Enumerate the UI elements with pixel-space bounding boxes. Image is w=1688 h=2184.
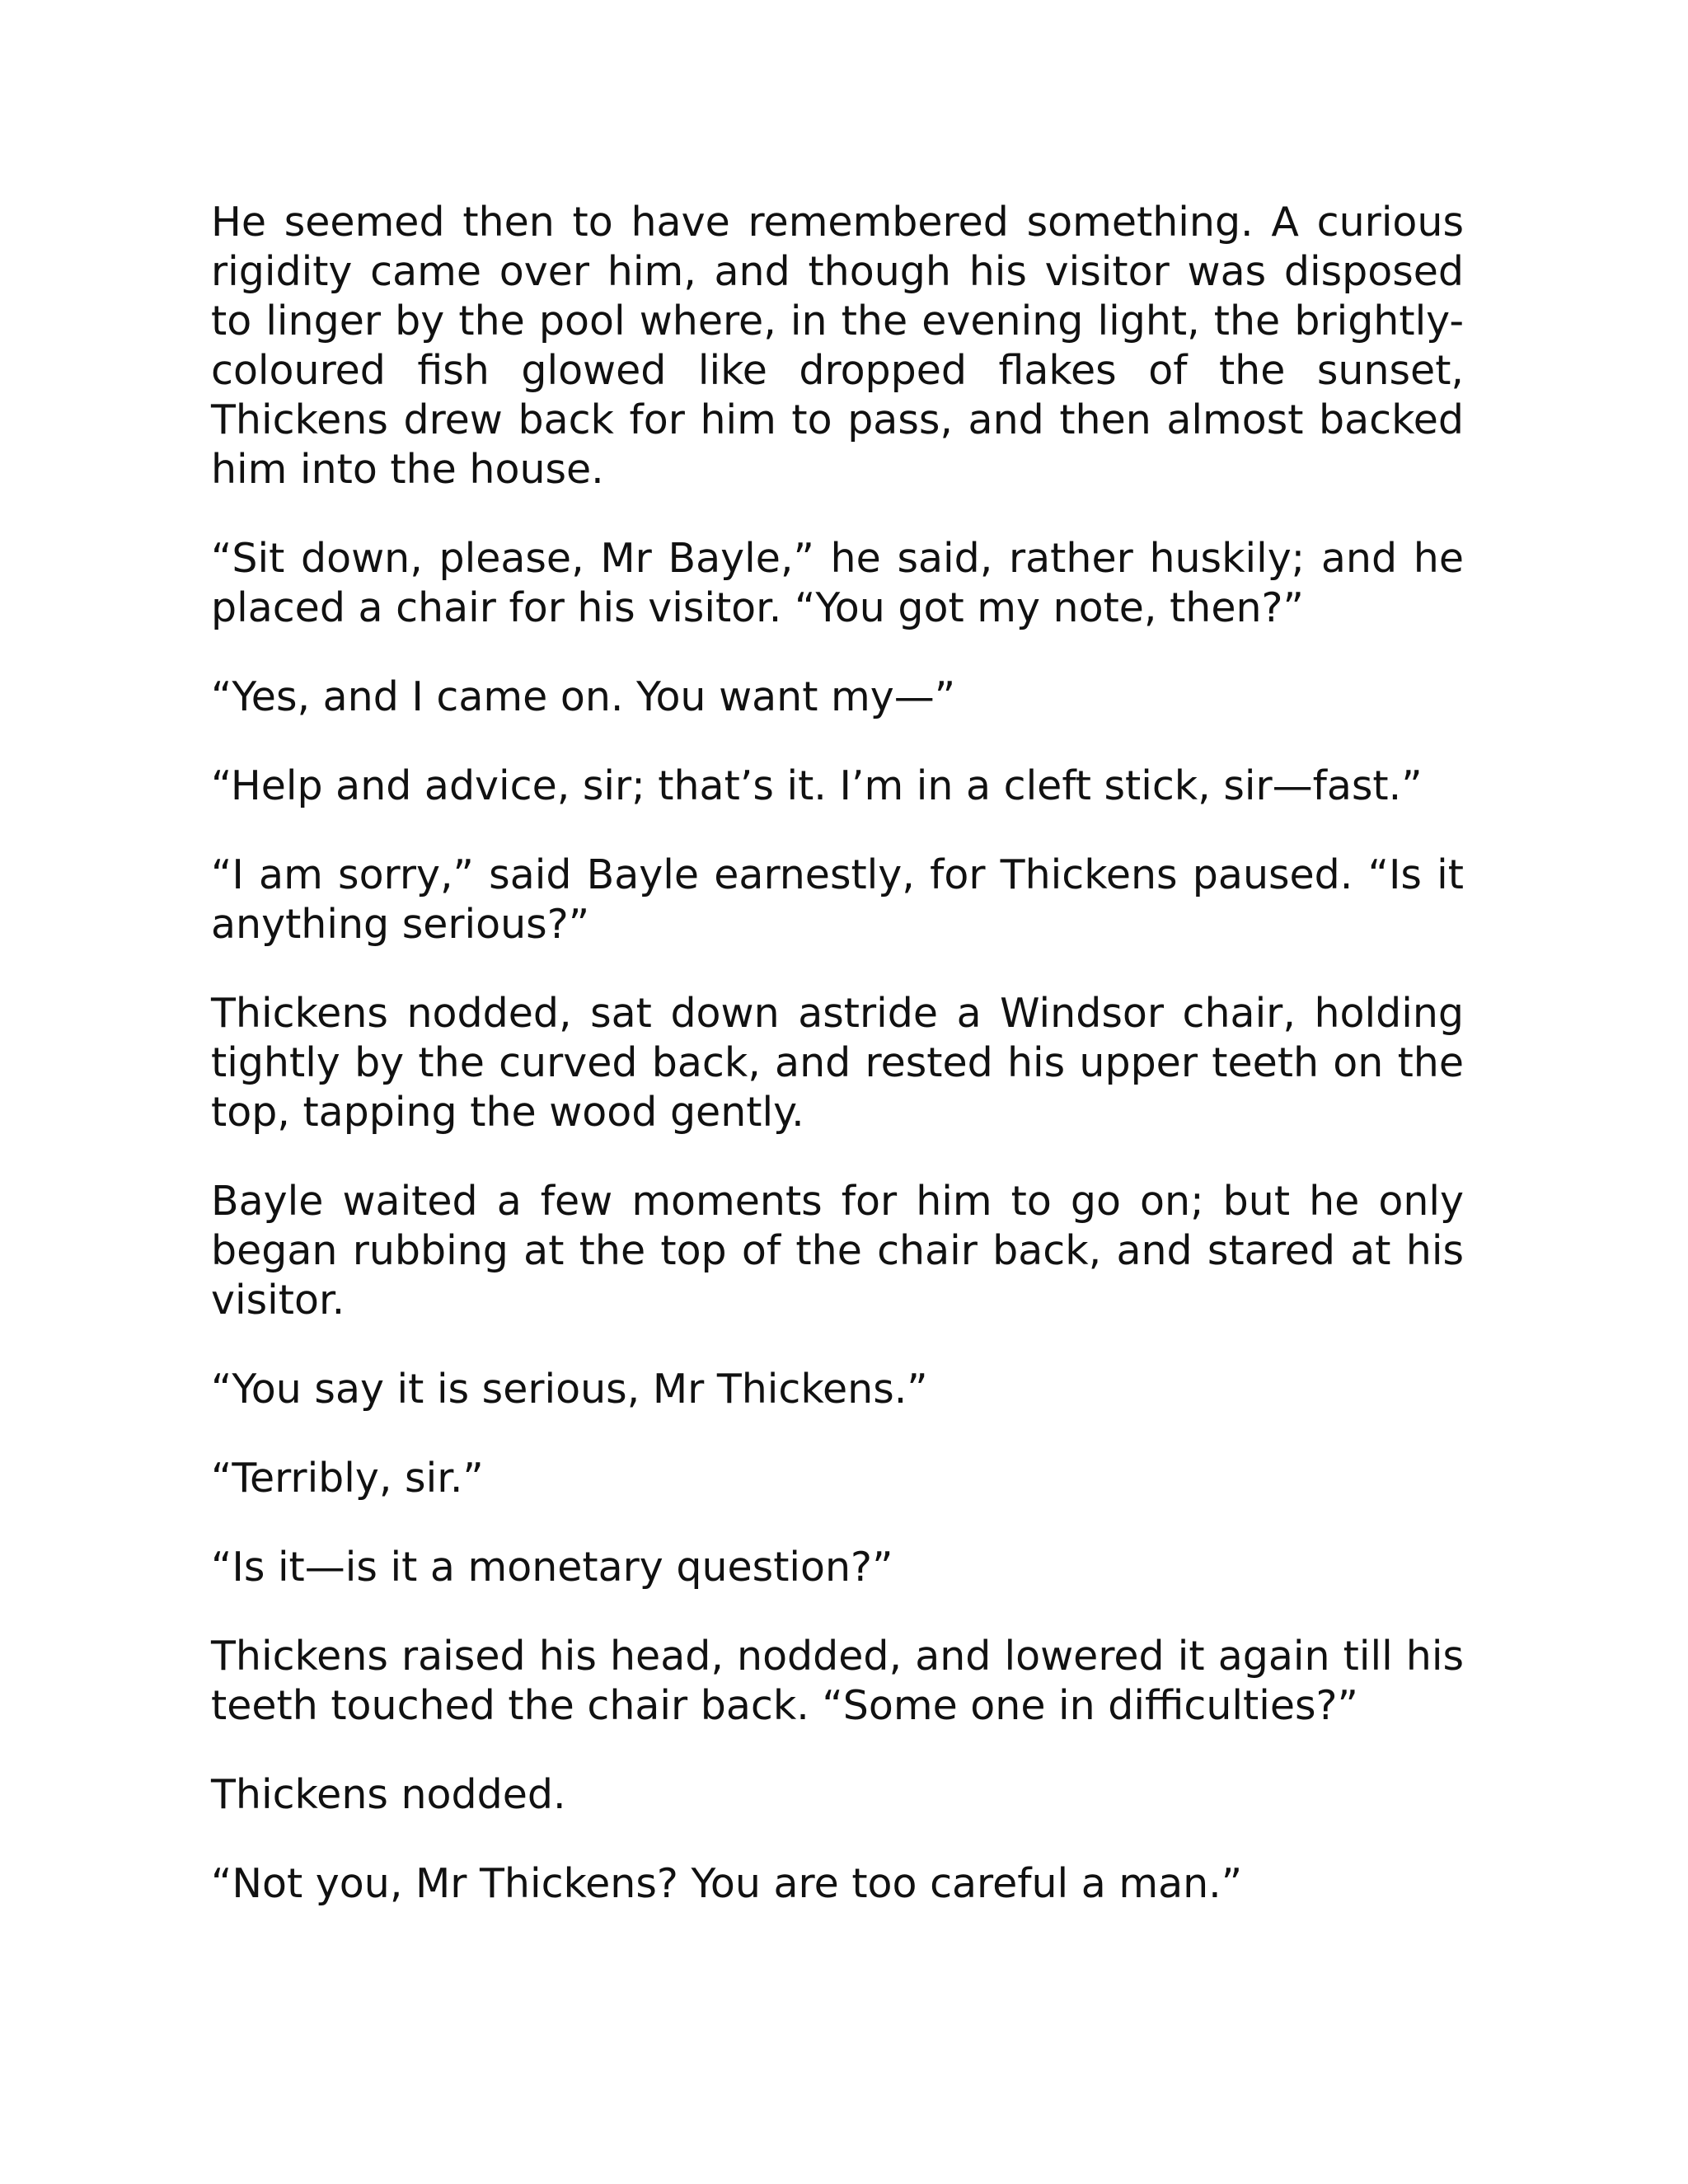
- paragraph-1: He seemed then to have remembered something. A curious rigidity came over him, and though his visitor was disposed to linger by the pool where, in the evening light, the brightly-coloured fish glowed like dropped flakes of the sunset, Thickens drew back for him to pass, and then almost backed him into the house.: [211, 199, 1464, 493]
- paragraph-10: “Is it—is it a monetary question?”: [211, 1544, 893, 1591]
- paragraph-5: “I am sorry,” said Bayle earnestly, for Thickens paused. “Is it anything serious?”: [211, 851, 1464, 948]
- paragraph-9: “Terribly, sir.”: [211, 1455, 484, 1502]
- paragraph-11: Thickens raised his head, nodded, and lowered it again till his teeth touched the chair back. “Some one in difficulties?”: [211, 1633, 1464, 1729]
- paragraph-2: “Sit down, please, Mr Bayle,” he said, rather huskily; and he placed a chair for his visitor. “You got my note, then?”: [211, 535, 1464, 631]
- paragraph-4: “Help and advice, sir; that’s it. I’m in a cleft stick, sir—fast.”: [211, 762, 1423, 809]
- paragraph-13: “Not you, Mr Thickens? You are too careful a man.”: [211, 1860, 1243, 1907]
- paragraph-3: “Yes, and I came on. You want my—”: [211, 673, 956, 720]
- paragraph-6: Thickens nodded, sat down astride a Windsor chair, holding tightly by the curved back, and rested his upper teeth on the top, tapping the wood gently.: [211, 990, 1464, 1136]
- paragraph-12: Thickens nodded.: [211, 1771, 566, 1818]
- paragraph-7: Bayle waited a few moments for him to go on; but he only began rubbing at the top of the chair back, and stared at his visitor.: [211, 1178, 1464, 1324]
- paragraph-8: “You say it is serious, Mr Thickens.”: [211, 1366, 928, 1413]
- document-page: [211, 198, 1464, 1948]
